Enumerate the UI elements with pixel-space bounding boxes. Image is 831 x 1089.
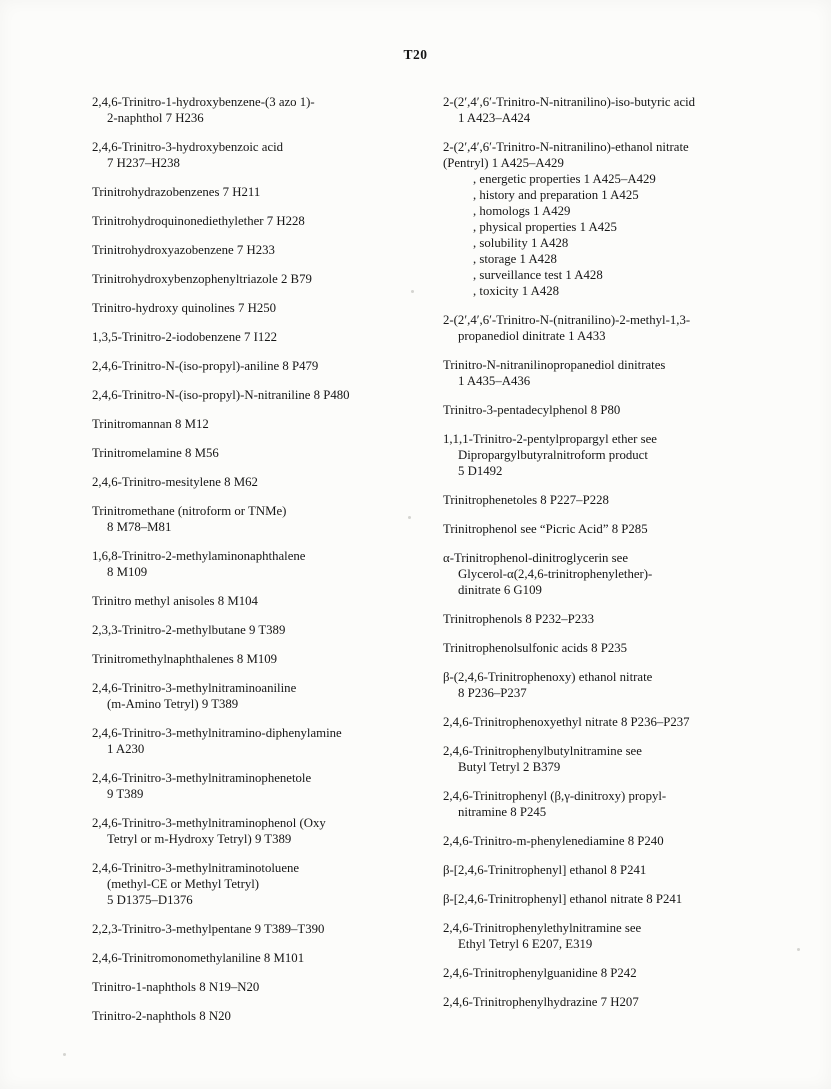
index-entry — [92, 548, 443, 580]
index-entry-line: , history and preparation 1 A425 — [473, 188, 639, 202]
index-entry-line: 2,4,6-Trinitromonomethylaniline 8 M101 — [92, 951, 305, 965]
index-entry-line: 2,4,6-Trinitro-m-phenylenediamine 8 P240 — [443, 834, 664, 848]
index-entry — [443, 965, 793, 981]
index-entry-line: Dipropargylbutyralnitroform product — [458, 448, 648, 462]
index-entry-line: , surveillance test 1 A428 — [473, 268, 603, 282]
index-entry-line: Trinitro-N-nitranilinopropanediol dinitrates — [443, 358, 666, 372]
index-entry — [443, 312, 793, 344]
index-entry-line: , homologs 1 A429 — [473, 204, 571, 218]
index-entry-line: 2,3,3-Trinitro-2-methylbutane 9 T389 — [92, 623, 286, 637]
index-entry-line: 2-(2′,4′,6′-Trinitro-N-nitranilino)-ethanol nitrate — [443, 140, 689, 154]
index-entry-line: Trinitrohydroxybenzophenyltriazole 2 B79 — [92, 272, 312, 286]
index-entry-line: propanediol dinitrate 1 A433 — [458, 329, 606, 343]
index-entry-line: Trinitromethane (nitroform or TNMe) — [92, 504, 287, 518]
index-entry — [443, 492, 793, 508]
index-entry-line: Trinitro methyl anisoles 8 M104 — [92, 594, 258, 608]
index-column-left — [92, 94, 443, 1037]
index-entry-line: Trinitro-2-naphthols 8 N20 — [92, 1009, 231, 1023]
scan-speck — [411, 290, 414, 293]
index-entry — [92, 329, 443, 345]
index-entry-line: 1 A423–A424 — [458, 111, 531, 125]
index-columns — [0, 94, 831, 1037]
index-entry-line: 2-(2′,4′,6′-Trinitro-N-nitranilino)-iso-butyric acid — [443, 95, 696, 109]
index-entry-line: 5 D1492 — [458, 464, 503, 478]
index-entry-line: 2,4,6-Trinitrophenyl (β,γ-dinitroxy) propyl- — [443, 789, 667, 803]
index-entry — [443, 402, 793, 418]
index-entry-line: Trinitrophenetoles 8 P227–P228 — [443, 493, 609, 507]
index-entry-line: 8 M109 — [107, 565, 148, 579]
index-entry-line: 7 H237–H238 — [107, 156, 180, 170]
index-entry-line: 1 A230 — [107, 742, 145, 756]
index-entry-line: α-Trinitrophenol-dinitroglycerin see — [443, 551, 628, 565]
index-entry — [92, 387, 443, 403]
index-entry-line: 9 T389 — [107, 787, 144, 801]
index-entry — [443, 920, 793, 952]
index-entry — [443, 550, 793, 598]
index-entry-line: Trinitro-hydroxy quinolines 7 H250 — [92, 301, 277, 315]
index-entry — [92, 860, 443, 908]
index-entry-line: 2,4,6-Trinitro-3-hydroxybenzoic acid — [92, 140, 284, 154]
index-entry-line: , storage 1 A428 — [473, 252, 557, 266]
index-entry — [92, 358, 443, 374]
index-entry-line: 1,6,8-Trinitro-2-methylaminonaphthalene — [92, 549, 306, 563]
index-entry-line: 2,4,6-Trinitro-N-(iso-propyl)-N-nitraniline 8 P480 — [92, 388, 350, 402]
index-entry-line: 2,4,6-Trinitro-N-(iso-propyl)-aniline 8 P479 — [92, 359, 319, 373]
index-entry — [443, 521, 793, 537]
index-entry-line: 2-naphthol 7 H236 — [107, 111, 204, 125]
index-entry-line: Glycerol-α(2,4,6-trinitrophenylether)- — [458, 567, 653, 581]
index-entry-line: 2,4,6-Trinitro-1-hydroxybenzene-(3 azo 1)- — [92, 95, 315, 109]
index-entry-line: 5 D1375–D1376 — [107, 893, 193, 907]
scan-speck — [408, 516, 411, 519]
index-entry-line: 2,4,6-Trinitrophenylbutylnitramine see — [443, 744, 642, 758]
index-entry-line: Trinitromannan 8 M12 — [92, 417, 209, 431]
index-entry-line: 2,4,6-Trinitrophenylguanidine 8 P242 — [443, 966, 637, 980]
index-entry-line: Trinitrohydroxyazobenzene 7 H233 — [92, 243, 275, 257]
index-entry — [92, 979, 443, 995]
index-entry — [92, 770, 443, 802]
index-entry-line: Butyl Tetryl 2 B379 — [458, 760, 561, 774]
index-entry — [443, 714, 793, 730]
index-entry-line: Trinitro-3-pentadecylphenol 8 P80 — [443, 403, 621, 417]
index-entry-line: β-(2,4,6-Trinitrophenoxy) ethanol nitrate — [443, 670, 653, 684]
index-entry — [443, 640, 793, 656]
index-entry — [92, 94, 443, 126]
index-entry-line: (m-Amino Tetryl) 9 T389 — [107, 697, 239, 711]
index-entry — [92, 474, 443, 490]
index-entry — [92, 503, 443, 535]
index-entry — [92, 725, 443, 757]
index-entry-line: Tetryl or m-Hydroxy Tetryl) 9 T389 — [107, 832, 292, 846]
index-entry-line: 2,2,3-Trinitro-3-methylpentane 9 T389–T390 — [92, 922, 325, 936]
index-entry — [443, 891, 793, 907]
index-entry — [443, 357, 793, 389]
index-entry-line: , physical properties 1 A425 — [473, 220, 617, 234]
index-entry-line: 1 A435–A436 — [458, 374, 531, 388]
index-entry-line: β-[2,4,6-Trinitrophenyl] ethanol nitrate 8 P241 — [443, 892, 683, 906]
index-entry-line: 2,4,6-Trinitrophenylethylnitramine see — [443, 921, 642, 935]
index-entry-line: Trinitromethylnaphthalenes 8 M109 — [92, 652, 278, 666]
index-entry — [92, 300, 443, 316]
index-entry — [92, 593, 443, 609]
index-entry — [443, 611, 793, 627]
scan-speck — [797, 948, 800, 951]
index-entry — [443, 431, 793, 479]
index-entry-line: 1,1,1-Trinitro-2-pentylpropargyl ether see — [443, 432, 657, 446]
index-entry — [443, 139, 793, 299]
index-entry — [443, 862, 793, 878]
index-entry — [443, 94, 793, 126]
index-entry — [92, 139, 443, 171]
index-entry-line: 2,4,6-Trinitrophenoxyethyl nitrate 8 P236–P237 — [443, 715, 690, 729]
index-entry-line: 2,4,6-Trinitro-3-methylnitramino-diphenylamine — [92, 726, 342, 740]
index-entry-line: 2,4,6-Trinitro-3-methylnitraminotoluene — [92, 861, 300, 875]
index-entry-line: 8 P236–P237 — [458, 686, 527, 700]
index-entry-line: nitramine 8 P245 — [458, 805, 547, 819]
index-entry-line: 2,4,6-Trinitro-3-methylnitraminoaniline — [92, 681, 297, 695]
index-entry-line: dinitrate 6 G109 — [458, 583, 542, 597]
index-entry-line: Trinitro-1-naphthols 8 N19–N20 — [92, 980, 260, 994]
index-entry-line: Trinitromelamine 8 M56 — [92, 446, 219, 460]
index-entry-line: 1,3,5-Trinitro-2-iodobenzene 7 I122 — [92, 330, 278, 344]
index-entry — [443, 669, 793, 701]
index-entry-line: Trinitrohydroquinonediethylether 7 H228 — [92, 214, 305, 228]
index-entry — [92, 271, 443, 287]
index-entry — [92, 242, 443, 258]
index-entry-line: 2,4,6-Trinitro-3-methylnitraminophenol (Oxy — [92, 816, 326, 830]
index-entry — [92, 1008, 443, 1024]
index-entry-line: , toxicity 1 A428 — [473, 284, 560, 298]
page-number: T20 — [403, 47, 428, 62]
index-entry-line: Ethyl Tetryl 6 E207, E319 — [458, 937, 593, 951]
index-column-right — [443, 94, 793, 1037]
index-entry-line: Trinitrophenolsulfonic acids 8 P235 — [443, 641, 628, 655]
index-entry — [92, 680, 443, 712]
index-entry — [92, 921, 443, 937]
index-entry-line: 2,4,6-Trinitrophenylhydrazine 7 H207 — [443, 995, 639, 1009]
index-entry — [443, 743, 793, 775]
index-entry-line: Trinitrophenols 8 P232–P233 — [443, 612, 594, 626]
index-entry — [92, 651, 443, 667]
index-entry-line: 2,4,6-Trinitro-3-methylnitraminophenetole — [92, 771, 312, 785]
index-entry — [443, 788, 793, 820]
index-entry-line: , solubility 1 A428 — [473, 236, 569, 250]
index-entry-line: , energetic properties 1 A425–A429 — [473, 172, 656, 186]
index-entry — [92, 213, 443, 229]
index-entry — [443, 994, 793, 1010]
index-entry — [92, 622, 443, 638]
index-entry — [92, 445, 443, 461]
index-entry — [92, 184, 443, 200]
index-entry-line: (methyl-CE or Methyl Tetryl) — [107, 877, 260, 891]
index-entry-line: Trinitrohydrazobenzenes 7 H211 — [92, 185, 261, 199]
index-entry — [92, 950, 443, 966]
scan-speck — [63, 1053, 66, 1056]
index-entry-line: 8 M78–M81 — [107, 520, 172, 534]
index-entry-line: 2,4,6-Trinitro-mesitylene 8 M62 — [92, 475, 258, 489]
index-entry-line: 2-(2′,4′,6′-Trinitro-N-(nitranilino)-2-methyl-1,3- — [443, 313, 691, 327]
index-entry — [92, 815, 443, 847]
index-entry — [443, 833, 793, 849]
index-entry-line: (Pentryl) 1 A425–A429 — [443, 156, 564, 170]
index-entry — [92, 416, 443, 432]
index-entry-line: β-[2,4,6-Trinitrophenyl] ethanol 8 P241 — [443, 863, 647, 877]
index-entry-line: Trinitrophenol see “Picric Acid” 8 P285 — [443, 522, 648, 536]
